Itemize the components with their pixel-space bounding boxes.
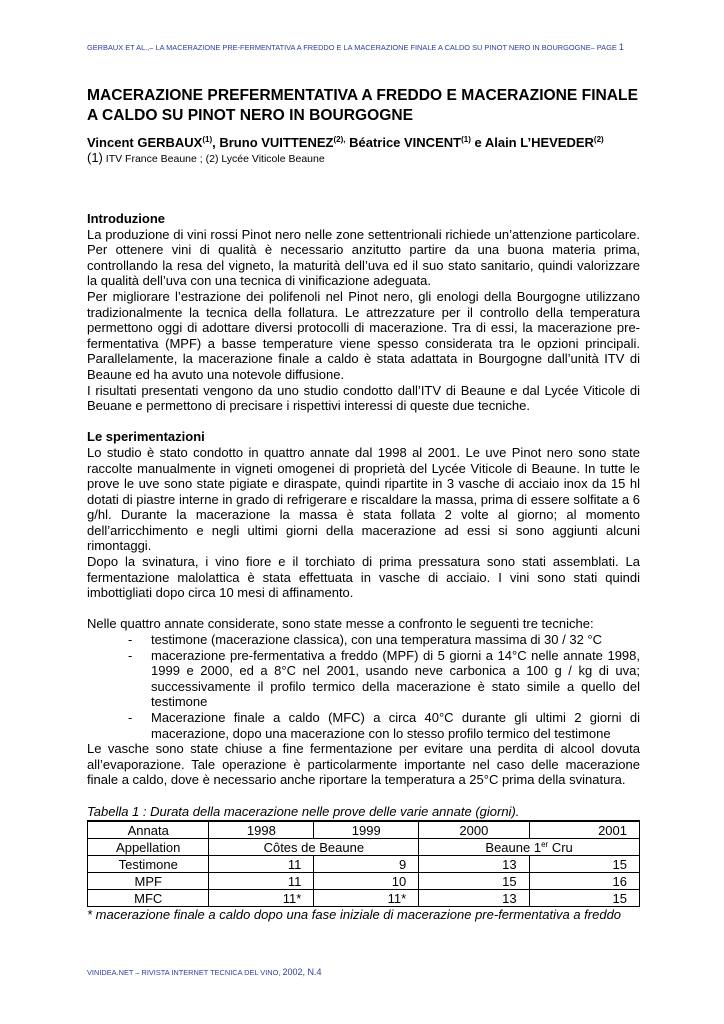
- paragraph: Lo studio è stato condotto in quattro annate dal 1998 al 2001. Le uve Pinot nero sono state raccolte manualmente in vigneti omogenei di proprietà del Lycée Viticole di Beaune. In tutte le prove le uve sono state pigiate e diraspate, quindi ripartite in 3 vasche di acciaio inox da 15 hl dotati di piastre interne in grado di refrigerare e riscaldare la massa, prima di essere solfitate a 6 g/hl. Durante la macerazione la massa è stata follata 2 volte al giorno; al momento dell’arricchimento e negli ultimi giorni della macerazione ad essi si sono aggiunti alcuni rimontaggi.: [87, 444, 640, 554]
- paragraph: La produzione di vini rossi Pinot nero nelle zone settentrionali richiede un’attenzione particolare. Per ottenere vini di qualità è necessario anzitutto partire da una buona materia prima, controllando la resa del vigneto, la maturità dell’uva ed il suo stato sanitario, quindi valorizzare la qualità dell’uva con una tecnica di vinificazione adeguata.: [87, 226, 640, 289]
- page-footer: [87, 967, 640, 978]
- table-cell: 15: [529, 856, 639, 873]
- author-name: Alain L’HEVEDER: [484, 135, 594, 150]
- table-cell: 11: [209, 856, 314, 873]
- author-name: Bruno VUITTENEZ: [219, 135, 334, 150]
- table-header-cell: 1999: [314, 821, 419, 839]
- table-cell: 9: [314, 856, 419, 873]
- table-cell: Côtes de Beaune: [209, 839, 419, 856]
- maceration-duration-table: [87, 820, 640, 907]
- table-caption: Tabella 1 : Durata della macerazione nelle prove delle varie annate (giorni).: [87, 803, 520, 819]
- appellation-text: Beaune 1: [485, 839, 542, 855]
- affiliations: [87, 151, 640, 166]
- list-item: [87, 632, 640, 648]
- running-head: [87, 42, 640, 53]
- table-cell: 11*: [209, 890, 314, 907]
- footer-issue: 2002, N.4: [282, 967, 322, 977]
- author-affiliation-mark: (2): [593, 135, 604, 144]
- author-separator: ,: [212, 135, 220, 150]
- author-affiliation-mark: (1): [202, 135, 213, 144]
- paragraph: Dopo la svinatura, i vino fiore e il torchiato di prima pressatura sono stati assemblati. La fermentazione malolattica è stata effettuata in vasche di acciaio. I vini sono stati quindi imbottigliati dopo circa 10 mesi di affinamento.: [87, 554, 640, 601]
- table-row: [88, 890, 640, 907]
- table-cell: 11*: [314, 890, 419, 907]
- section-heading-introduzione: Introduzione: [87, 211, 165, 226]
- table-cell: MFC: [88, 890, 209, 907]
- table-row: [88, 839, 640, 856]
- footer-text: VINIDEA.NET – RIVISTA INTERNET TECNICA DEL VINO,: [87, 968, 281, 977]
- table-cell: 16: [529, 873, 639, 890]
- list-item: [87, 648, 640, 710]
- table-header-cell: 2001: [529, 821, 639, 839]
- list-item-text: macerazione pre-fermentativa a freddo (MPF) di 5 giorni a 14°C nelle annate 1998, 1999 e 2000, ed a 8°C nel 2001, usando neve carbonica a 100 g / kg di uva; successivamente il profilo termico della macerazione è stato simile a quello del testimone: [151, 647, 640, 710]
- paragraph: Le vasche sono state chiuse a fine fermentazione per evitare una perdita di alcool dovuta all’evaporazione. Tale operazione è particolarmente importante nel caso delle macerazione finale a caldo, dove è necessario anche riportare la temperatura a 25°C prima della svinatura.: [87, 741, 640, 788]
- technique-list: [87, 632, 640, 741]
- table-cell: Appellation: [88, 839, 209, 856]
- author-affiliation-mark: (2),: [333, 135, 346, 144]
- table-cell: 15: [529, 890, 639, 907]
- list-dash: -: [128, 632, 133, 648]
- appellation-tail: Cru: [548, 839, 573, 855]
- paragraph: I risultati presentati vengono da uno studio condotto dall’ITV di Beaune e dal Lycée Viticole di Beuane e permettono di precisare i rispettivi interessi di queste due tecniche.: [87, 382, 640, 414]
- article-body: [87, 211, 640, 923]
- table-cell: MPF: [88, 873, 209, 890]
- table-header-cell: 1998: [209, 821, 314, 839]
- list-intro: Nelle quattro annate considerate, sono state messe a confronto le seguenti tre tecniche:: [87, 616, 594, 632]
- table-cell: [419, 839, 640, 856]
- list-dash: -: [128, 647, 133, 663]
- affiliation-marker: (1): [87, 150, 103, 165]
- table-header-cell: 2000: [419, 821, 529, 839]
- table-row: [88, 856, 640, 873]
- table-row: [88, 873, 640, 890]
- author-affiliation-mark: (1): [461, 135, 471, 144]
- table-footnote: * macerazione finale a caldo dopo una fase iniziale di macerazione pre-fermentativa a freddo: [87, 907, 622, 923]
- affiliation-text: ITV France Beaune ; (2) Lycée Viticole Beaune: [102, 153, 325, 165]
- table-header-cell: Annata: [88, 821, 209, 839]
- author-list: [87, 134, 640, 151]
- list-dash: -: [128, 710, 133, 725]
- list-item-text: Macerazione finale a caldo (MFC) a circa 40°C durante gli ultimi 2 giorni di macerazione, dopo una macerazione con lo stesso profilo termico del testimone: [151, 710, 640, 741]
- running-head-text: GERBAUX ET AL.,– LA MACERAZIONE PRE-FERMENTATIVA A FREDDO E LA MACERAZIONE FINALE A CALDO SU PINOT NERO IN BOURGOGNE– PAGE: [87, 43, 617, 52]
- list-item-text: testimone (macerazione classica), con una temperatura massima di 30 / 32 °C: [151, 632, 603, 648]
- author-name: Vincent GERBAUX: [87, 135, 203, 150]
- table-header-row: [88, 821, 640, 839]
- appellation-sup: er: [541, 839, 549, 849]
- paragraph: Per migliorare l’estrazione dei polifenoli nel Pinot nero, gli enologi della Bourgogne utilizzano tradizionalmente la tecnica della follatura. Le attrezzature per il controllo della temperatura permettono oggi di adottare diversi protocolli di macerazione. Tra di essi, la macerazione pre-fermentativa (MPF) a basse temperature viene spesso considerata tra le opzioni principali. Parallelamente, la macerazione finale a caldo è stata adattata in Bourgogne dall’unità ITV di Beaune ed ha avuto una notevole diffusione.: [87, 288, 640, 382]
- table-cell: Testimone: [88, 856, 209, 873]
- article-title: MACERAZIONE PREFERMENTATIVA A FREDDO E MACERAZIONE FINALE A CALDO SU PINOT NERO IN BOURGOGNE: [87, 87, 638, 124]
- table-cell: 10: [314, 873, 419, 890]
- author-separator: e: [470, 135, 485, 150]
- table-cell: 13: [419, 856, 529, 873]
- table-cell: 11: [209, 873, 314, 890]
- list-item: [87, 710, 640, 741]
- author-name: Béatrice VINCENT: [349, 135, 462, 150]
- page-number: 1: [618, 42, 624, 52]
- table-cell: 15: [419, 873, 529, 890]
- table-cell: 13: [419, 890, 529, 907]
- section-heading-sperimentazioni: Le sperimentazioni: [87, 429, 205, 445]
